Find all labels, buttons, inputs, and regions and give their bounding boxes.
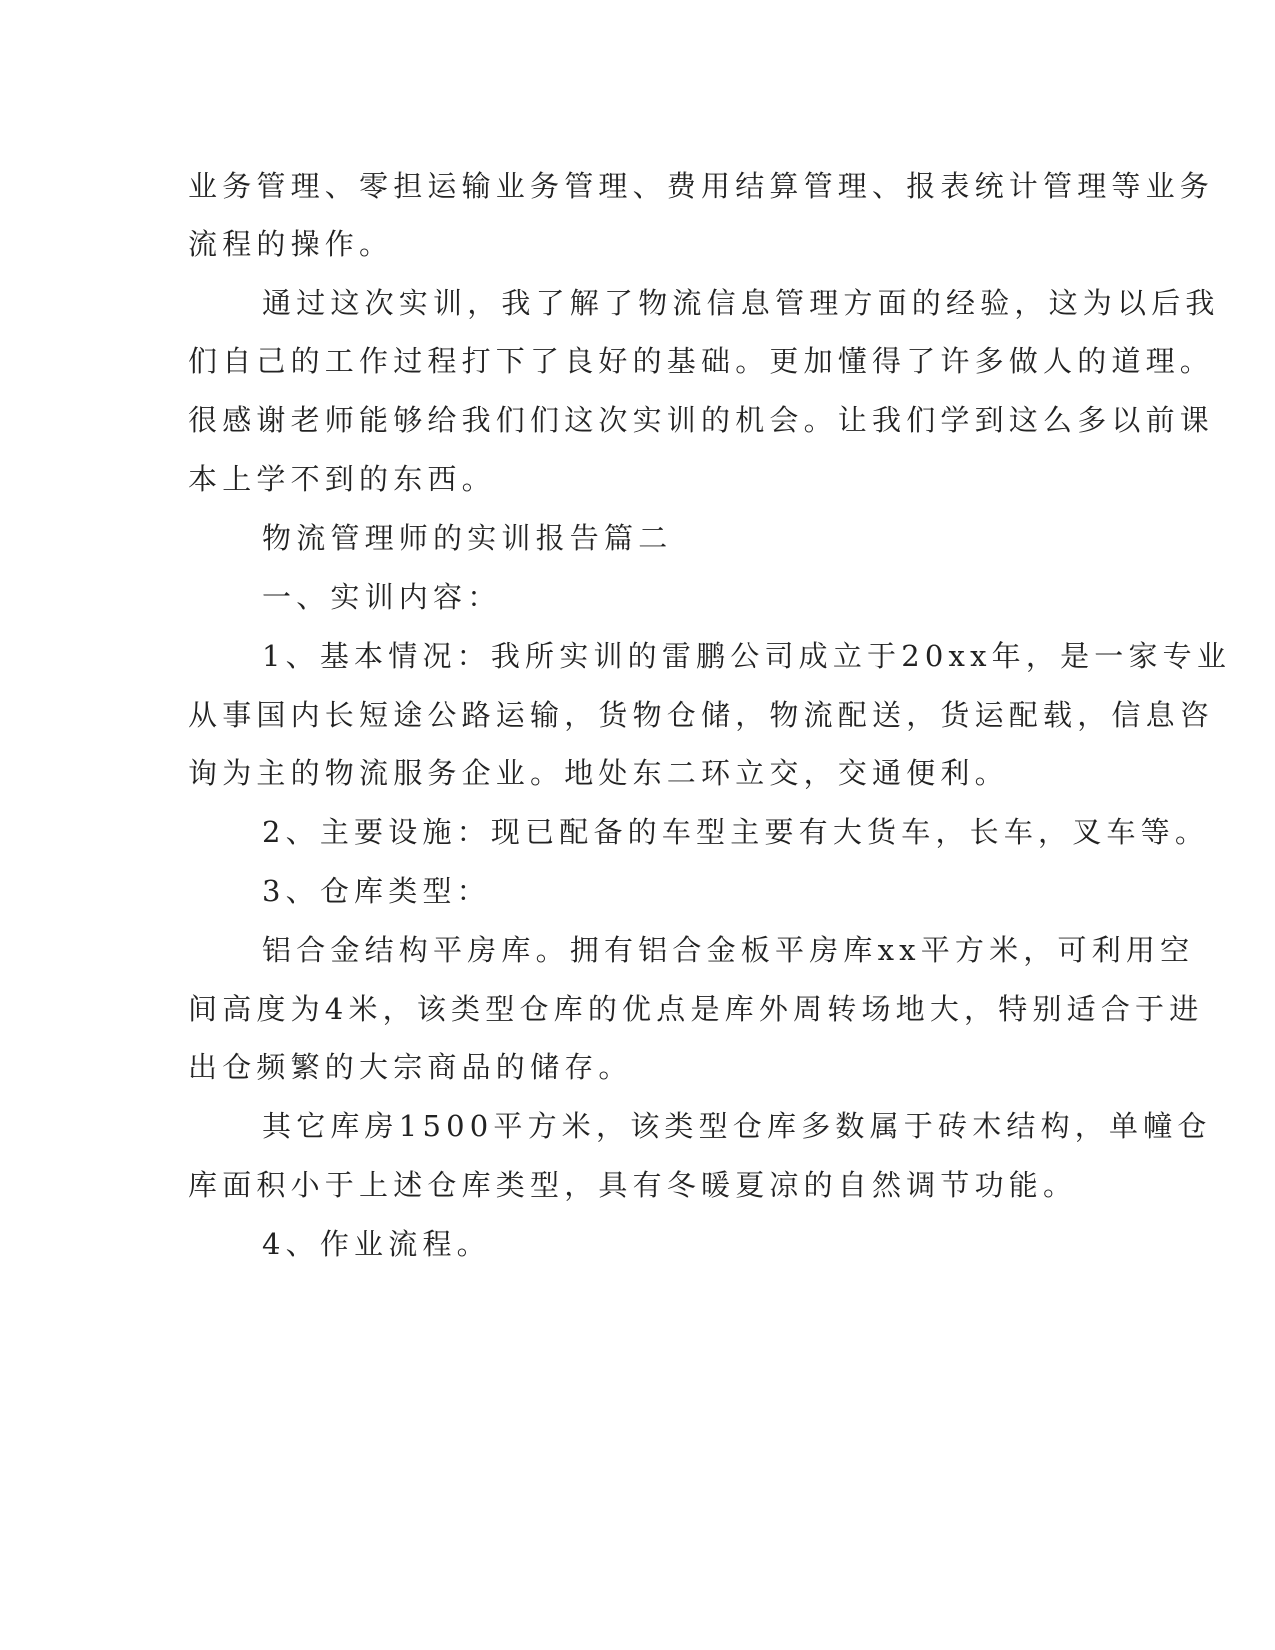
paragraph-start: 铝合金结构平房库。拥有铝合金板平房库xx平方米，可利用空 (262, 933, 1195, 967)
text-line: 间高度为4米，该类型仓库的优点是库外周转场地大，特别适合于进 (188, 992, 1204, 1026)
paragraph-start: 4、作业流程。 (262, 1227, 491, 1261)
text-line: 们自己的工作过程打下了良好的基础。更加懂得了许多做人的道理。 (188, 344, 1215, 378)
text-line: 从事国内长短途公路运输，货物仓储，物流配送，货运配载，信息咨 (188, 698, 1215, 732)
paragraph-start: 其它库房1500平方米，该类型仓库多数属于砖木结构，单幢仓 (262, 1109, 1212, 1143)
paragraph-start: 1、基本情况：我所实训的雷鹏公司成立于20xx年，是一家专业 (262, 639, 1232, 673)
text-line: 库面积小于上述仓库类型，具有冬暖夏凉的自然调节功能。 (188, 1168, 1078, 1202)
text-line: 出仓频繁的大宗商品的储存。 (188, 1050, 633, 1084)
section-heading: 物流管理师的实训报告篇二 (262, 521, 673, 555)
paragraph-start: 2、主要设施：现已配备的车型主要有大货车，长车，叉车等。 (262, 815, 1210, 849)
paragraph-start: 通过这次实训，我了解了物流信息管理方面的经验，这为以后我 (262, 286, 1220, 320)
text-line: 本上学不到的东西。 (188, 462, 496, 496)
paragraph-start: 3、仓库类型： (262, 874, 491, 908)
text-line: 流程的操作。 (188, 227, 394, 261)
text-line: 很感谢老师能够给我们们这次实训的机会。让我们学到这么多以前课 (188, 403, 1215, 437)
text-line: 询为主的物流服务企业。地处东二环立交，交通便利。 (188, 756, 1009, 790)
text-line: 业务管理、零担运输业务管理、费用结算管理、报表统计管理等业务 (188, 169, 1215, 203)
subsection-heading: 一、实训内容： (262, 580, 502, 614)
